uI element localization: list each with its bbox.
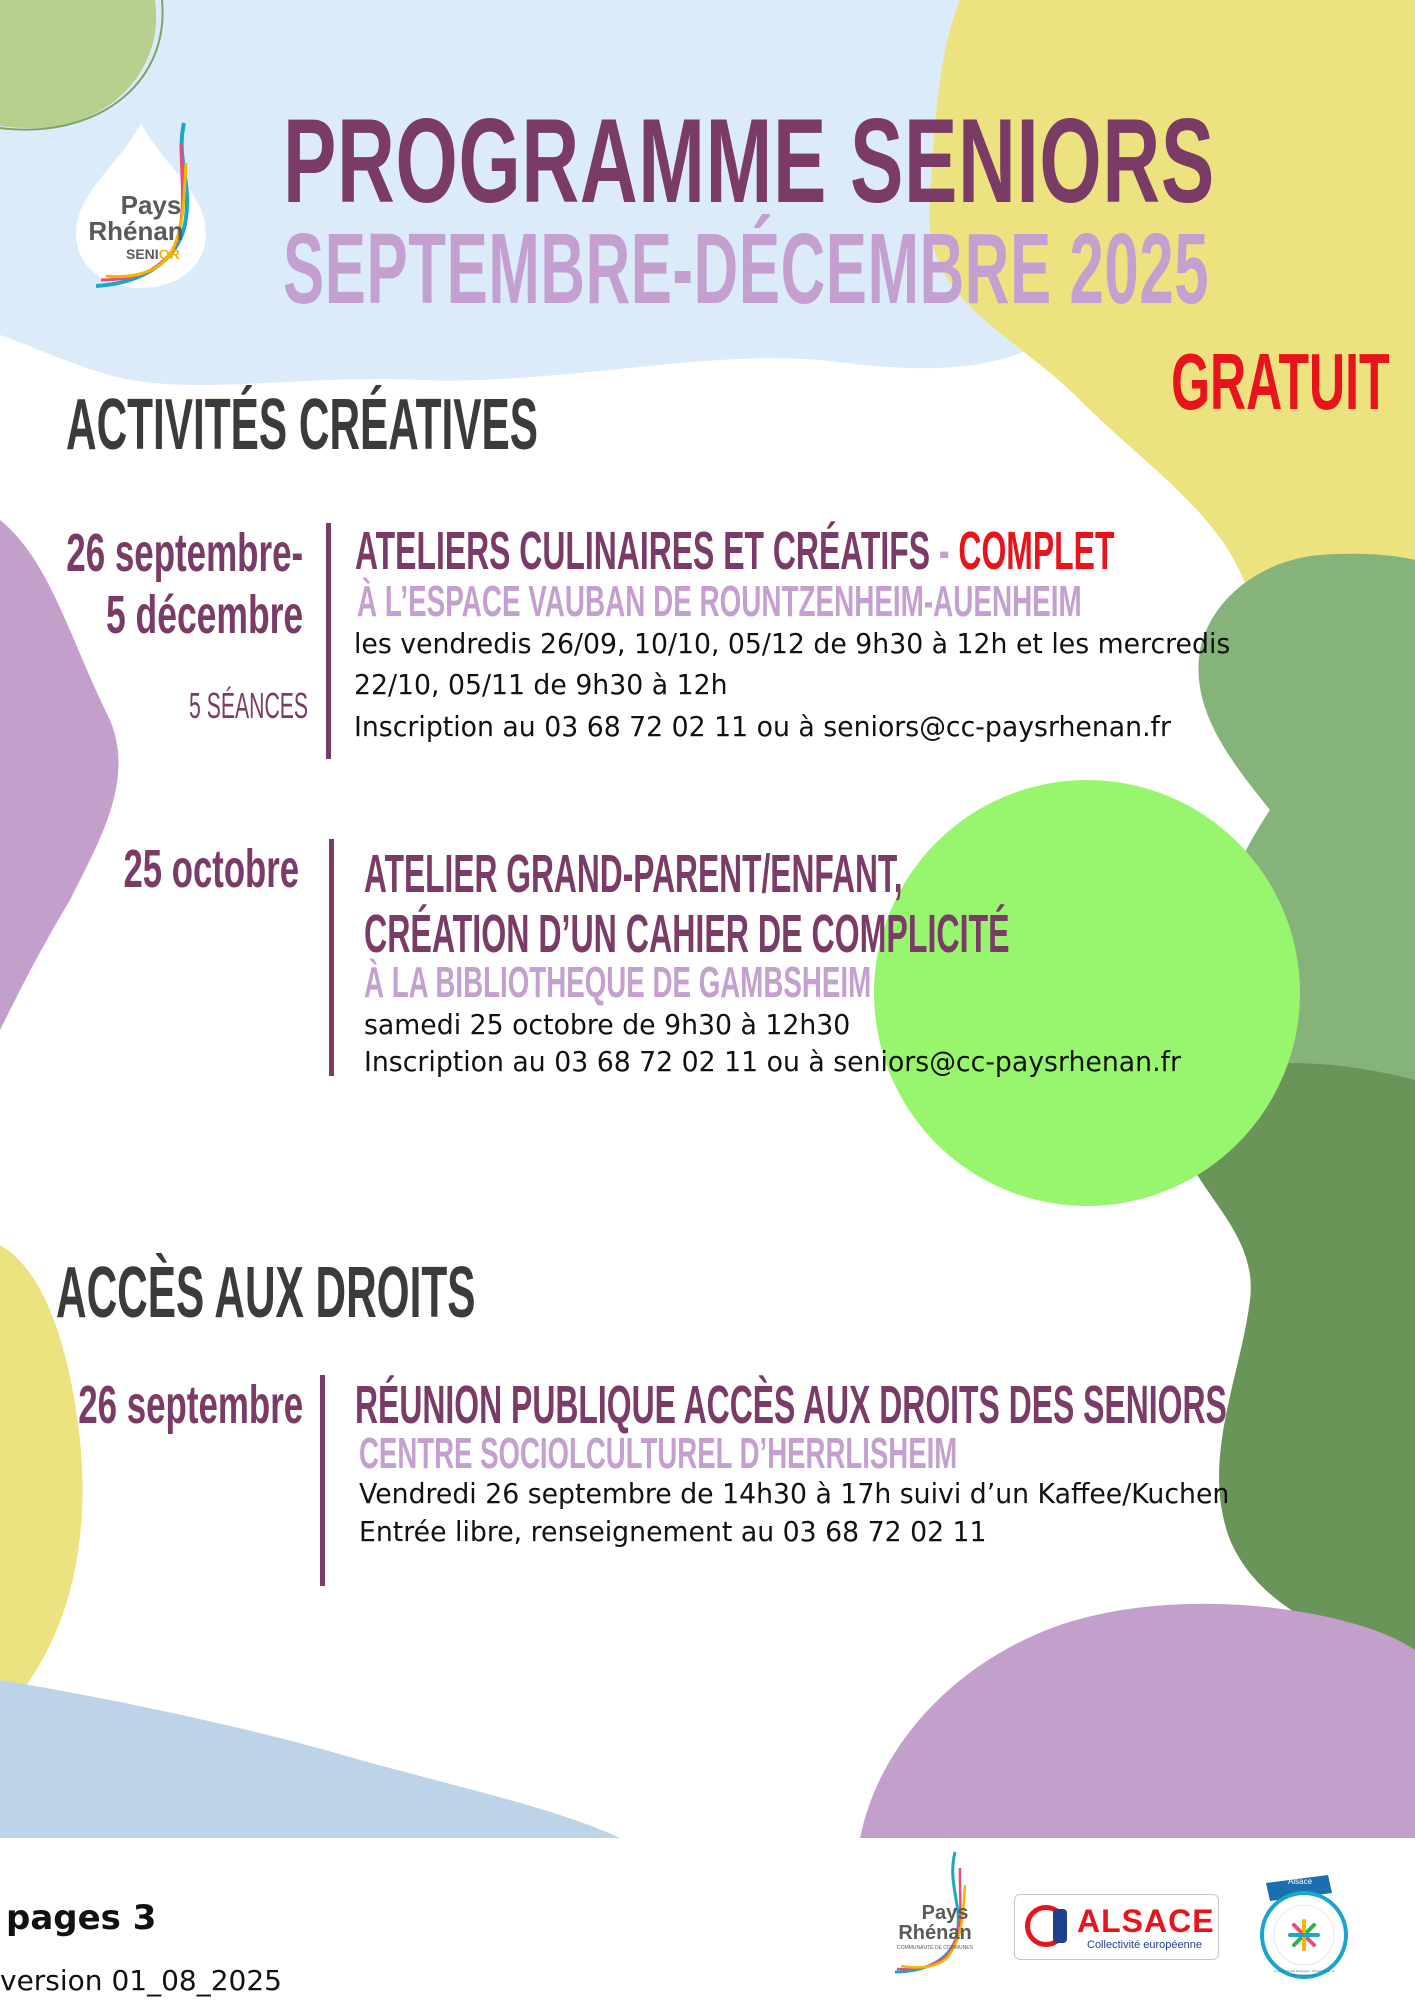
footer-version: version 01_08_2025 xyxy=(0,1964,282,1997)
event1-status-complet: COMPLET xyxy=(958,521,1115,581)
event1-divider xyxy=(326,523,331,759)
event1-title xyxy=(355,520,1114,582)
left-purple-blob xyxy=(0,520,119,1030)
bottom-blue-blob xyxy=(0,1680,620,1838)
footer-logo-ccom: COMMUNAUTÉ DE COMMUNES xyxy=(897,1945,973,1951)
footer-logo-rhenan: Rhénan xyxy=(898,1922,972,1944)
event1-location: À L’ESPACE VAUBAN DE ROUNTZENHEIM-AUENHEIM xyxy=(357,577,1082,626)
bottom-purple-blob xyxy=(860,1604,1415,1838)
bright-green-circle xyxy=(874,780,1300,1206)
event2-schedule: samedi 25 octobre de 9h30 à 12h30 xyxy=(364,1008,851,1041)
event1-schedule-line2: 22/10, 05/11 de 9h30 à 12h xyxy=(354,668,728,701)
event2-registration: Inscription au 03 68 72 02 11 ou à seniors@cc-paysrhenan.fr xyxy=(364,1045,1181,1078)
section-heading-rights: ACCÈS AUX DROITS xyxy=(56,1253,476,1333)
event1-title-separator: - xyxy=(930,521,959,581)
event1-registration: Inscription au 03 68 72 02 11 ou à seniors@cc-paysrhenan.fr xyxy=(354,710,1171,743)
logo-text-senior xyxy=(126,246,180,262)
pays-rhenan-senior-logo xyxy=(66,118,216,293)
conference-financeurs-logo xyxy=(1258,1873,1350,1983)
logo-text-pays: Pays xyxy=(120,190,182,220)
event3-location: CENTRE SOCIOLCULTUREL D’HERRLISHEIM xyxy=(359,1429,958,1478)
section-heading-creative: ACTIVITÉS CRÉATIVES xyxy=(66,385,539,465)
event3-date: 26 septembre xyxy=(78,1375,303,1435)
footer-pays-rhenan-logo xyxy=(885,1850,985,1975)
event1-date-end: 5 décembre xyxy=(105,585,303,645)
event3-divider xyxy=(320,1375,325,1586)
conference-badge-ring-text: Conférence des financeurs · Prévention de la perte d’autonomie xyxy=(1273,1969,1335,1977)
event1-title-text: ATELIERS CULINAIRES ET CRÉATIFS xyxy=(355,521,931,581)
logo-senior-part: SENI xyxy=(126,246,159,262)
alsace-tagline: Collectivité européenne xyxy=(1087,1939,1202,1951)
footer-logo-pays: Pays xyxy=(921,1902,969,1924)
footer-pages: pages 3 xyxy=(6,1898,157,1938)
event3-schedule: Vendredi 26 septembre de 14h30 à 17h suivi d’un Kaffee/Kuchen xyxy=(359,1477,1230,1510)
event3-title: RÉUNION PUBLIQUE ACCÈS AUX DROITS DES SENIORS xyxy=(355,1375,1227,1435)
event1-date-start: 26 septembre- xyxy=(66,523,303,583)
conference-badge-top: Alsace xyxy=(1288,1877,1313,1886)
logo-or-part: OR xyxy=(158,246,180,262)
page-title: PROGRAMME SENIORS xyxy=(283,94,1215,228)
conference-badge-icon xyxy=(1258,1873,1350,1983)
page-subtitle: SEPTEMBRE-DÉCEMBRE 2025 xyxy=(283,213,1210,325)
event1-sessions: 5 SÉANCES xyxy=(188,685,308,726)
event1-schedule-line1: les vendredis 26/09, 10/10, 05/12 de 9h30 à 12h et les mercredis xyxy=(354,627,1231,660)
alsace-emblem-inner-icon xyxy=(1053,1909,1067,1943)
event2-title-line1: ATELIER GRAND-PARENT/ENFANT, xyxy=(364,844,903,904)
event3-registration: Entrée libre, renseignement au 03 68 72 02 11 xyxy=(359,1515,987,1548)
event2-location: À LA BIBLIOTHEQUE DE GAMBSHEIM xyxy=(364,958,872,1007)
alsace-logo xyxy=(1014,1894,1219,1960)
free-badge: GRATUIT xyxy=(1171,337,1390,426)
alsace-name: ALSACE xyxy=(1077,1903,1215,1939)
event2-date: 25 octobre xyxy=(123,839,299,899)
event2-divider xyxy=(329,839,334,1076)
event2-title-line2: CRÉATION D’UN CAHIER DE COMPLICITÉ xyxy=(364,904,1010,964)
logo-text-rhenan: Rhénan xyxy=(88,216,184,246)
